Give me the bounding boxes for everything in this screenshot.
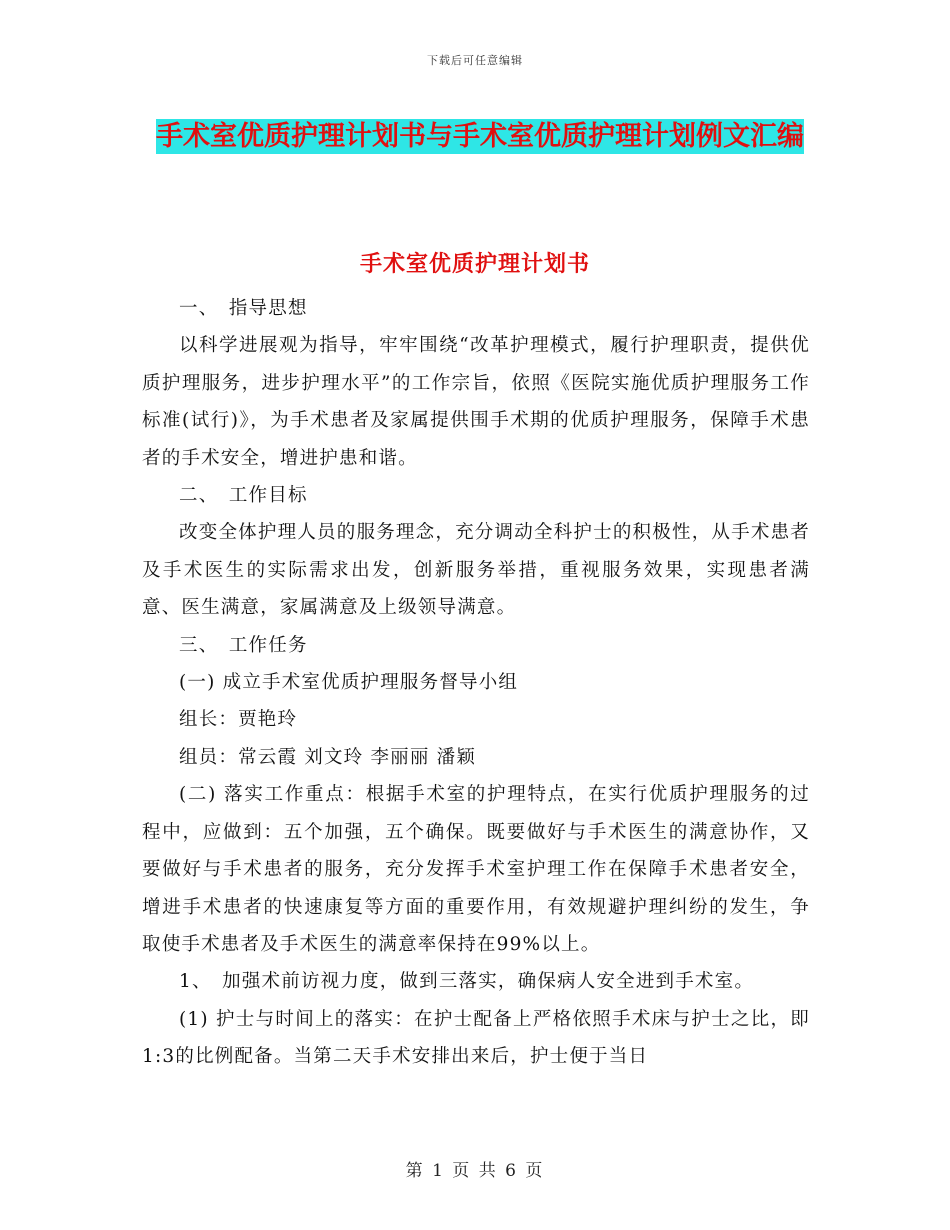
group-members: 组员：常云霞 刘文玲 李丽丽 潘颖 — [179, 746, 477, 768]
document-title-text: 手术室优质护理计划书与手术室优质护理计划例文汇编 — [156, 121, 804, 152]
heading-work-tasks: 三、 工作任务 — [179, 634, 308, 656]
document-title — [140, 112, 820, 162]
item-preop-visit: 1、 加强术前访视力度，做到三落实，确保病人安全进到手术室。 — [179, 971, 755, 993]
section-title: 手术室优质护理计划书 — [359, 252, 590, 277]
paragraph-guiding-ideology: 以科学进展观为指导，牢牢围绕“改革护理模式，履行护理职责，提供优质护理服务，进步护理水平”的工作宗旨，依照《医院实施优质护理服务工作标准(试行)》，为手术患者及家属提供围手术期的优质护理服务，保障手术患者的手术安全，增进护患和谐。 — [142, 335, 810, 469]
page-footer: 第 1 页 共 6 页 — [405, 1161, 545, 1181]
heading-work-goals: 二、 工作目标 — [179, 485, 308, 507]
paragraph-work-focus: (二) 落实工作重点：根据手术室的护理特点，在实行优质护理服务的过程中，应做到：五个加强，五个确保。既要做好与手术医生的满意协作，又要做好与手术患者的服务，充分发挥手术室护理工作在保障手术患者安全，增进手术患者的快速康复等方面的重要作用，有效规避护理纠纷的发生，争取使手术患者及手术医生的满意率保持在99%以上。 — [142, 784, 810, 955]
document-body — [142, 290, 810, 1076]
subheading-supervision-group: (一) 成立手术室优质护理服务督导小组 — [179, 672, 519, 694]
heading-guiding-ideology: 一、 指导思想 — [179, 298, 308, 319]
paragraph-work-goals: 改变全体护理人员的服务理念，充分调动全科护士的积极性，从手术患者及手术医生的实际需求出发，创新服务举措，重视服务效果，实现患者满意、医生满意，家属满意及上级领导满意。 — [142, 522, 810, 619]
group-leader: 组长：贾艳玲 — [179, 709, 298, 731]
page-header-note: 下载后可任意编辑 — [427, 54, 523, 67]
item-nurse-time: (1) 护士与时间上的落实：在护士配备上严格依照手术床与护士之比，即1:3的比例配备。当第二天手术安排出来后，护士便于当日 — [142, 1008, 810, 1068]
